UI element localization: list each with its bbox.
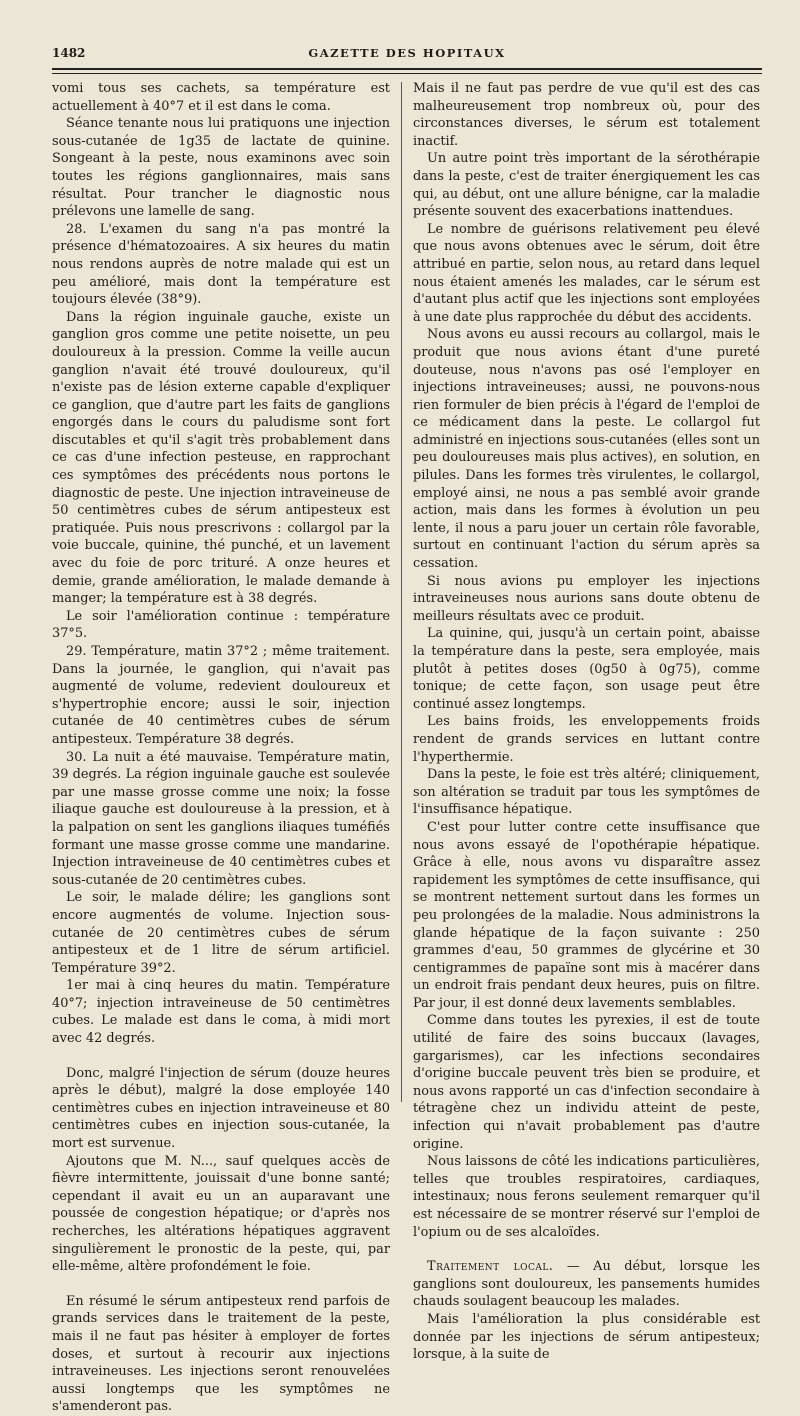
paragraph: Dans la peste, le foie est très altéré; cliniquement, son altération se traduit par tous les symptômes de l'insuffisance hépatique. (413, 767, 760, 818)
paragraph: C'est pour lutter contre cette insuffisance que nous avons essayé de l'opothérapie hépatique. Grâce à elle, nous avons vu disparaître assez rapidement les symptômes de cette insuffisance, qui se montrent nettement surtout dans les formes un peu prolongées de la maladie. Nous administrons la glande hépatique de la façon suivante : 250 grammes d'eau, 50 grammes de glycérine et 30 centigrammes de papaïne sont mis à macérer dans un endroit frais pendant deux heures, puis on filtre. Par jour, il est donné deux lavements semblables. (413, 819, 760, 1011)
paragraph: 1er mai à cinq heures du matin. Température 40°7; injection intraveineuse de 50 centimètres cubes. Le malade est dans le coma, à midi mort avec 42 degrés. (52, 978, 390, 1047)
paragraph: Le soir, le malade délire; les ganglions sont encore augmentés de volume. Injection sous-cutanée de 20 centimètres cubes de sérum antipesteux et de 1 litre de sérum artificiel. Température 39°2. (52, 890, 390, 976)
paragraph: Un autre point très important de la sérothérapie dans la peste, c'est de traiter énergiquement les cas qui, au début, ont une allure bénigne, car la maladie présente souvent des exacerbations inattendues. (413, 151, 760, 220)
paragraph: Mais il ne faut pas perdre de vue qu'il est des cas malheureusement trop nombreux où, pour des circonstances diverses, le sérum est totalement inactif. (413, 81, 760, 149)
paragraph: En résumé le sérum antipesteux rend parfois de grands services dans le traitement de la peste, mais il ne faut pas hésiter à employer de fortes doses, et surtout à recourir aux injections intraveineuses. Les injections seront renouvelées aussi longtemps que les symptômes ne s'amenderont pas. (52, 1293, 390, 1415)
paragraph: 30. La nuit a été mauvaise. Température matin, 39 degrés. La région inguinale gauche est soulevée par une masse grosse comme une noix; la fosse iliaque gauche est douloureuse à la pression, et à la palpation on sent les ganglions iliaques tuméfiés formant une masse grosse comme une mandarine. Injection intraveineuse de 40 centimètres cubes et sous-cutanée de 20 centimètres cubes. (52, 749, 390, 888)
page-header (52, 44, 762, 66)
section-paragraph (413, 1258, 760, 1311)
paragraph: 28. L'examen du sang n'a pas montré la présence d'hématozoaires. A six heures du matin nous rendons auprès de notre malade qui est un peu amélioré, mais dont la température est toujours élevée (38°9). (52, 221, 390, 308)
paragraph: Nous laissons de côté les indications particulières, telles que troubles respiratoires, cardiaques, intestinaux; nous ferons seulement remarquer qu'il est nécessaire de se montrer réservé sur l'emploi de l'opium ou de ses alcaloïdes. (413, 1154, 760, 1240)
header-rule-thin (52, 73, 762, 74)
paragraph: Si nous avions pu employer les injections intraveineuses nous aurions sans doute obtenu de meilleurs résultats avec ce produit. (413, 573, 760, 624)
paragraph: Ajoutons que M. N..., sauf quelques accès de fièvre intermittente, jouissait d'une bonne santé; cependant il avait eu un an auparavant une poussée de congestion hépatique; or d'après nos recherches, les altérations hépatiques aggravent singulièrement le pronostic de la peste, qui, par elle-même, altère profondément le foie. (52, 1153, 390, 1275)
column-divider (401, 82, 402, 1102)
paragraph: Mais l'amélioration la plus considérable est donnée par les injections de sérum antipesteux; lorsque, à la suite de (413, 1311, 760, 1363)
paragraph: Le nombre de guérisons relativement peu élevé que nous avons obtenues avec le sérum, doit être attribué en partie, selon nous, au retard dans lequel nous étaient amenés les malades, car le sérum est d'autant plus actif que les injections sont employées à une date plus rapprochée du début des accidents. (413, 221, 760, 325)
paragraph: Donc, malgré l'injection de sérum (douze heures après le début), malgré la dose employée 140 centimètres cubes en injection intraveineuse et 80 centimètres cubes en injection sous-cutanée, la mort est survenue. (52, 1065, 390, 1152)
left-column (52, 80, 390, 1415)
paragraph: 29. Température, matin 37°2 ; même traitement. Dans la journée, le ganglion, qui n'avait pas augmenté de volume, redevient douloureux et s'hypertrophie encore; aussi le soir, injection cutanée de 40 centimètres cubes de sérum antipesteux. Température 38 degrés. (52, 644, 390, 747)
paragraph: Le soir l'amélioration continue : température 37°5. (52, 608, 390, 642)
paragraph: Séance tenante nous lui pratiquons une injection sous-cutanée de 1g35 de lactate de quinine. Songeant à la peste, nous examinons avec soin toutes les régions ganglionnaires, mais sans résultat. Pour trancher le diagnostic nous prélevons une lamelle de sang. (52, 116, 390, 220)
paragraph: Dans la région inguinale gauche, existe un ganglion gros comme une petite noisette, un peu douloureux à la pression. Comme la veille aucun ganglion n'avait été trouvé douloureux, qu'il n'existe pas de lésion externe capable d'expliquer ce ganglion, que d'autre part les faits de ganglions engorgés dans le cours du paludisme sont fort discutables et qu'il s'agit très probablement dans ce cas d'une infection pesteuse, en rapprochant ces symptômes des précédents nous portons le diagnostic de peste. Une injection intraveineuse de 50 centimètres cubes de sérum antipesteux est pratiquée. Puis nous prescrivons : collargol par la voie buccale, quinine, thé punché, et un lavement avec du foie de porc trituré. A onze heures et demie, grande amélioration, le malade demande à manger; la température est à 38 degrés. (52, 309, 390, 607)
journal-title: GAZETTE DES HOPITAUX (308, 46, 506, 60)
right-column (413, 80, 760, 1363)
paragraph: La quinine, qui, jusqu'à un certain point, abaisse la température dans la peste, sera employée, mais plutôt à petites doses (0g50 à 0g75), comme tonique; de cette façon, son usage peut être continué assez longtemps. (413, 626, 760, 712)
page-number: 1482 (52, 46, 86, 60)
header-rule-thick (52, 68, 762, 70)
section-text: — Au début, lorsque les ganglions sont douloureux, les pansements humides chauds soulagent beaucoup les malades. (413, 1259, 760, 1310)
paragraph: Comme dans toutes les pyrexies, il est de toute utilité de faire des soins buccaux (lavages, gargarismes), car les infections secondaires d'origine buccale peuvent très bien se produire, et nous avons rapporté un cas d'infection secondaire à tétragène chez un individu atteint de peste, infection qui n'avait probablement pas d'autre origine. (413, 1013, 760, 1152)
paragraph: Nous avons eu aussi recours au collargol, mais le produit que nous avions étant d'une pureté douteuse, nous n'avons pas osé l'employer en injections intraveineuses; aussi, ne pouvons-nous rien formuler de bien précis à l'égard de l'emploi de ce médicament dans la peste. Le collargol fut administré en injections sous-cutanées (elles sont un peu douloureuses mais plus actives), en solution, en pilules. Dans les formes très virulentes, le collargol, employé ainsi, ne nous a pas semblé avoir grande action, mais dans les formes à évolution un peu lente, il nous a paru jouer un certain rôle favorable, surtout en continuant l'action du sérum après sa cessation. (413, 327, 760, 572)
paragraph: vomi tous ses cachets, sa température est actuellement à 40°7 et il est dans le coma. (52, 81, 390, 114)
section-heading: Traitement local. (427, 1259, 554, 1275)
paragraph: Les bains froids, les enveloppements froids rendent de grands services en luttant contre l'hyperthermie. (413, 714, 760, 765)
